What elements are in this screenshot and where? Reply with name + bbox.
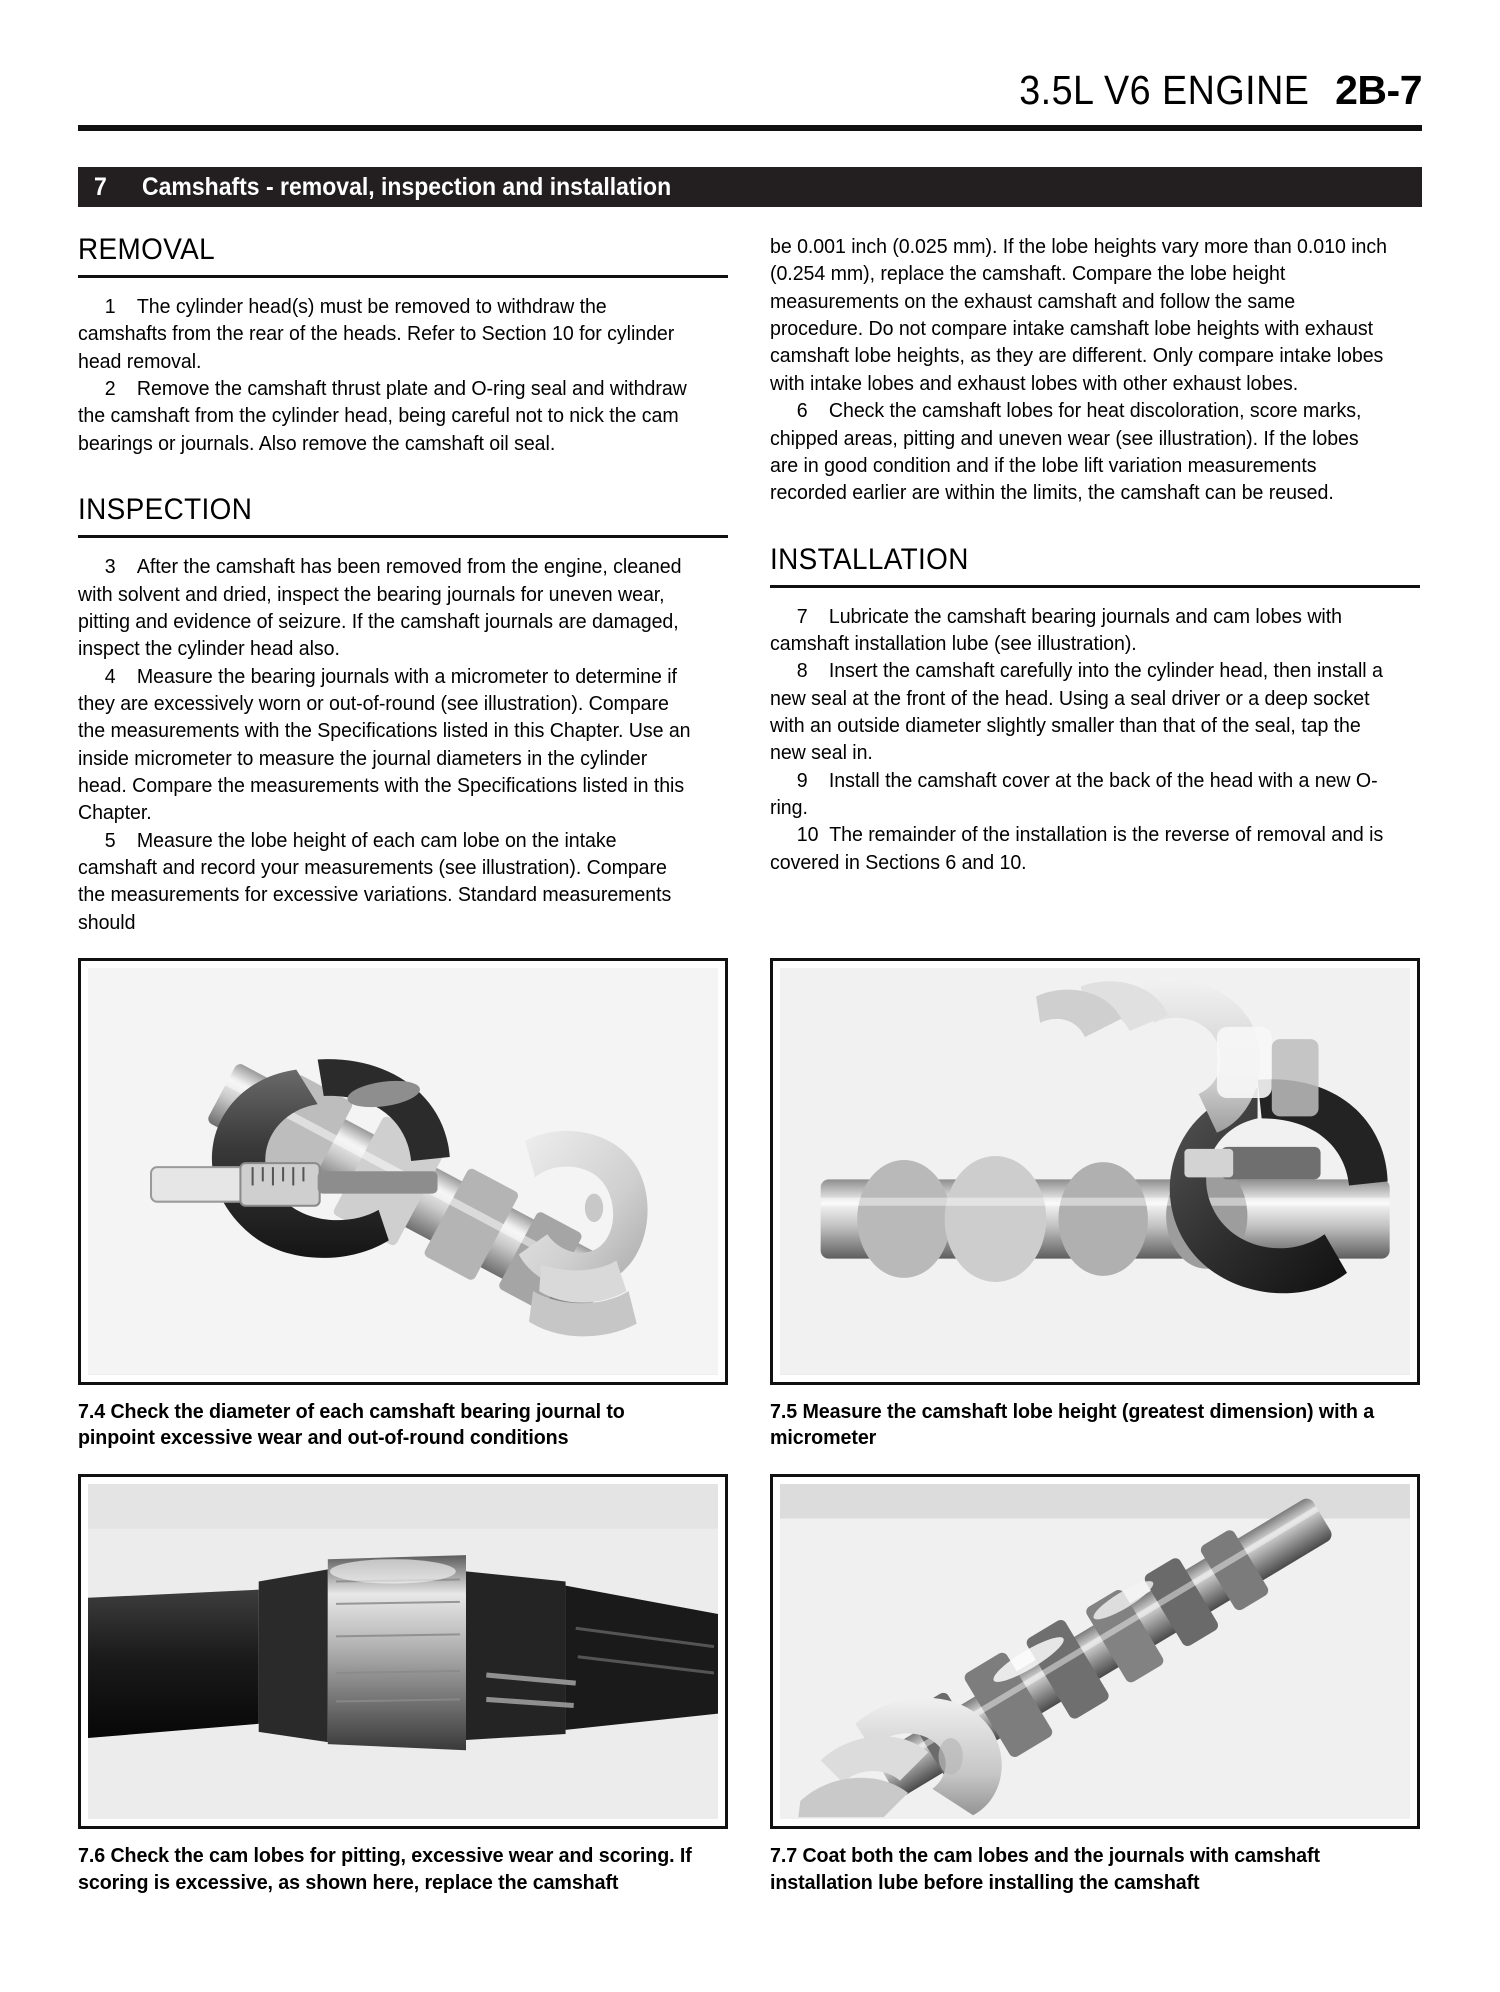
paragraph-7 (770, 603, 1391, 658)
figure-7-4-caption: 7.4 Check the diameter of each camshaft bearing journal to pinpoint excessive wear and out-of-round conditions (78, 1399, 625, 1450)
paragraph-text-8: Insert the camshaft carefully into the cylinder head, then install a new seal at the front of the head. Using a seal driver or a deep socket with an outside diameter slightly smaller than that of the seal, tap the new seal in. (770, 659, 1383, 765)
paragraph-text-9: Install the camshaft cover at the back of the head with a new O-ring. (770, 768, 1378, 820)
figure-7-6-caption: 7.6 Check the cam lobes for pitting, excessive wear and scoring. If scoring is excessive, as shown here, replace the camshaft (78, 1844, 692, 1894)
paragraph-text-7: Lubricate the camshaft bearing journals and cam lobes with camshaft installation lube (see illustration). (770, 604, 1342, 655)
figure-7-4-frame (78, 958, 728, 1384)
paragraph-6 (770, 397, 1391, 506)
paragraph-number-5: 5 (104, 828, 116, 852)
figure-7-6-frame (78, 1474, 728, 1829)
section-number: 7 (94, 172, 107, 201)
figure-7-6-image (88, 1484, 718, 1819)
figure-7-4 (78, 958, 728, 1452)
figure-row-bottom (78, 1474, 1422, 1897)
paragraph-text-3: After the camshaft has been removed from the engine, cleaned with solvent and dried, inspect the bearing journals for uneven wear, pitting and evidence of seizure. If the camshaft journals are damaged, inspect the cylinder head also. (78, 555, 682, 661)
paragraph-8 (770, 657, 1391, 766)
paragraph-number-8: 8 (796, 659, 808, 683)
figure-7-5-frame (770, 958, 1420, 1384)
removal-heading: REMOVAL (78, 233, 215, 266)
page-header-title: 3.5L V6 ENGINE (1018, 67, 1310, 113)
paragraph-2 (78, 375, 699, 457)
text-columns (78, 233, 1422, 936)
paragraph-number-6: 6 (796, 399, 808, 423)
paragraph-number-3: 3 (104, 555, 116, 579)
right-column (770, 233, 1420, 936)
paragraph-number-7: 7 (796, 604, 808, 628)
paragraph-number-9: 9 (796, 768, 808, 792)
paragraph-9 (770, 767, 1391, 822)
figure-7-6 (78, 1474, 728, 1897)
installation-heading: INSTALLATION (770, 542, 969, 576)
paragraph-text-6: Check the camshaft lobes for heat discoloration, score marks, chipped areas, pitting and uneven wear (see illustration). If the lobes are in good condition and if the lobe lift variation measurements recorded earlier are within the limits, the camshaft can be reused. (770, 399, 1362, 505)
paragraph-5 (78, 827, 699, 936)
section-title: Camshafts - removal, inspection and installation (142, 172, 672, 201)
removal-heading-rule (78, 275, 728, 278)
paragraph-number-4: 4 (104, 664, 116, 688)
figure-7-5-caption: 7.5 Measure the camshaft lobe height (greatest dimension) with a micrometer (770, 1399, 1375, 1450)
paragraph-10 (770, 821, 1391, 876)
paragraph-text-1: The cylinder head(s) must be removed to withdraw the camshafts from the rear of the heads. Refer to Section 10 for cylinder head removal. (78, 295, 675, 373)
removal-heading-block (78, 233, 728, 278)
inspection-heading-rule (78, 535, 728, 538)
paragraph-number-1: 1 (104, 295, 116, 318)
paragraph-text-2: Remove the camshaft thrust plate and O-ring seal and withdraw the camshaft from the cylinder head, being careful not to nick the cam bearings or journals. Also remove the camshaft oil seal. (78, 377, 687, 455)
inspection-heading-block (78, 493, 728, 538)
figure-7-7-image (780, 1484, 1410, 1819)
paragraph-number-2: 2 (104, 377, 116, 401)
installation-heading-rule (770, 585, 1420, 588)
paragraph-number-10: 10 (796, 823, 819, 847)
paragraph-1 (78, 293, 699, 375)
paragraph-3 (78, 553, 699, 662)
paragraph-text-10: The remainder of the installation is the reverse of removal and is covered in Sections 6 and 10. (770, 823, 1384, 874)
figure-7-7 (770, 1474, 1420, 1897)
paragraph-text-5: Measure the lobe height of each cam lobe on the intake camshaft and record your measurements (see illustration). Compare the measurements for excessive variations. Standard measurements should (78, 828, 672, 934)
paragraph-continuation: be 0.001 inch (0.025 mm). If the lobe heights vary more than 0.010 inch (0.254 mm), replace the camshaft. Compare the lobe height measurements on the exhaust camshaft and follow the same procedure. Do not compare intake camshaft lobe heights with exhaust camshaft lobe heights, as they are different. Only compare intake lobes with intake lobes and exhaust lobes with other exhaust lobes. (770, 235, 1387, 395)
paragraph-text-4: Measure the bearing journals with a micrometer to determine if they are excessively worn or out-of-round (see illustration). Compare the measurements with the Specifications listed in this Chapter. Use an inside micrometer to measure the journal diameters in the cylinder head. Compare the measurements with the Specifications listed in this Chapter. (78, 664, 691, 825)
page-header (78, 0, 1422, 118)
figure-7-7-caption: 7.7 Coat both the cam lobes and the journals with camshaft installation lube before installing the camshaft (770, 1844, 1320, 1894)
page-number: 2B-7 (1335, 67, 1422, 113)
figure-7-4-image (88, 968, 718, 1374)
installation-heading-block (770, 543, 1420, 588)
figure-row-top (78, 958, 1422, 1452)
figure-7-5 (770, 958, 1420, 1452)
section-header-bar (78, 167, 1422, 207)
figure-7-7-frame (770, 1474, 1420, 1829)
paragraph-4 (78, 663, 699, 827)
figure-7-5-image (780, 968, 1410, 1374)
left-column (78, 233, 728, 936)
inspection-heading: INSPECTION (78, 493, 253, 527)
header-rule (78, 125, 1422, 131)
